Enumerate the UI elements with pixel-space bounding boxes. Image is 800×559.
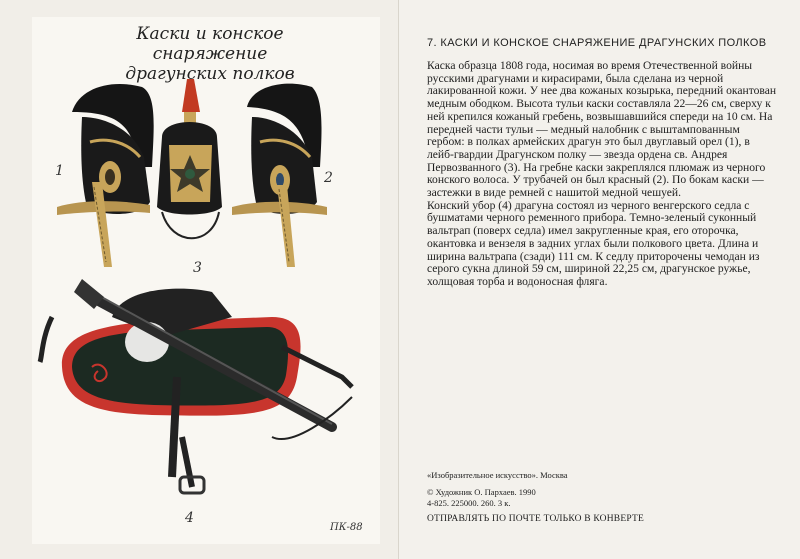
print-code-line: 4-825. 225000. 260. 3 к. bbox=[427, 498, 511, 508]
plate-title-line-2: драгунских полков bbox=[125, 64, 295, 84]
figure-label-4: 4 bbox=[185, 510, 194, 526]
saddle-illustration bbox=[40, 279, 352, 493]
description-block bbox=[427, 36, 777, 289]
publisher-line: «Изобразительное искусство». Москва bbox=[427, 470, 568, 480]
figure-label-1: 1 bbox=[55, 163, 64, 179]
plate-title-line-1: Каски и конское снаряжение bbox=[136, 24, 284, 64]
plate-title bbox=[80, 24, 340, 84]
artist-copyright-line: © Художник О. Пархаев. 1990 bbox=[427, 487, 536, 497]
publication-footer bbox=[427, 470, 777, 524]
description-paragraph-1: Каска образца 1808 года, носимая во время Отечественной войны русскими драгунами и кирасирами, была сделана из черной лакированной кожи. У нее два кожаных козырька, передний окантован медным ободком. Высота тульи каски составляла 22—26 см, сверху к ней крепился кожаный гребень, возвышавшийся спереди на 10 см. На передней части тульи — медный налобник с выштампованным гербом: в полках армейских драгун это был двуглавый орел (1), в лейб-гвардии Драгунском полку — звезда ордена св. Андрея Первозванного (3). На гребне каски закреплялся плюмаж из черного конского волоса. У трубачей он был красный (2). По бокам каски — застежки в виде ремней с нашитой медной чешуей. bbox=[427, 59, 777, 200]
helmet-army-dragoon-illustration bbox=[57, 84, 154, 267]
helmet-life-guards-illustration bbox=[157, 79, 222, 238]
description-heading: 7. КАСКИ И КОНСКОЕ СНАРЯЖЕНИЕ ДРАГУНСКИХ ПОЛКОВ bbox=[427, 37, 767, 49]
figure-label-2: 2 bbox=[324, 170, 333, 186]
postal-notice: ОТПРАВЛЯТЬ ПО ПОЧТЕ ТОЛЬКО В КОНВЕРТЕ bbox=[427, 514, 644, 524]
helmet-trumpeter-illustration bbox=[232, 84, 327, 267]
artist-signature: ПК-88 bbox=[330, 522, 363, 533]
figure-label-3: 3 bbox=[193, 260, 202, 276]
description-paragraph-2: Конский убор (4) драгуна состоял из черного венгерского седла с бушматами черного ременного прибора. Темно-зеленый суконный вальтрап (поверх седла) имел закругленные края, его оторочка, окантовка и вензеля в задних углах были полкового цвета. Длина и ширина вальтрапа (сзади) 111 см. К седлу приторочены чемодан из серого сукна длиной 59 см, шириной 22,25 см, драгунское ружье, холщовая торба и водоносная фляга. bbox=[427, 198, 760, 288]
illustration bbox=[32, 17, 380, 544]
